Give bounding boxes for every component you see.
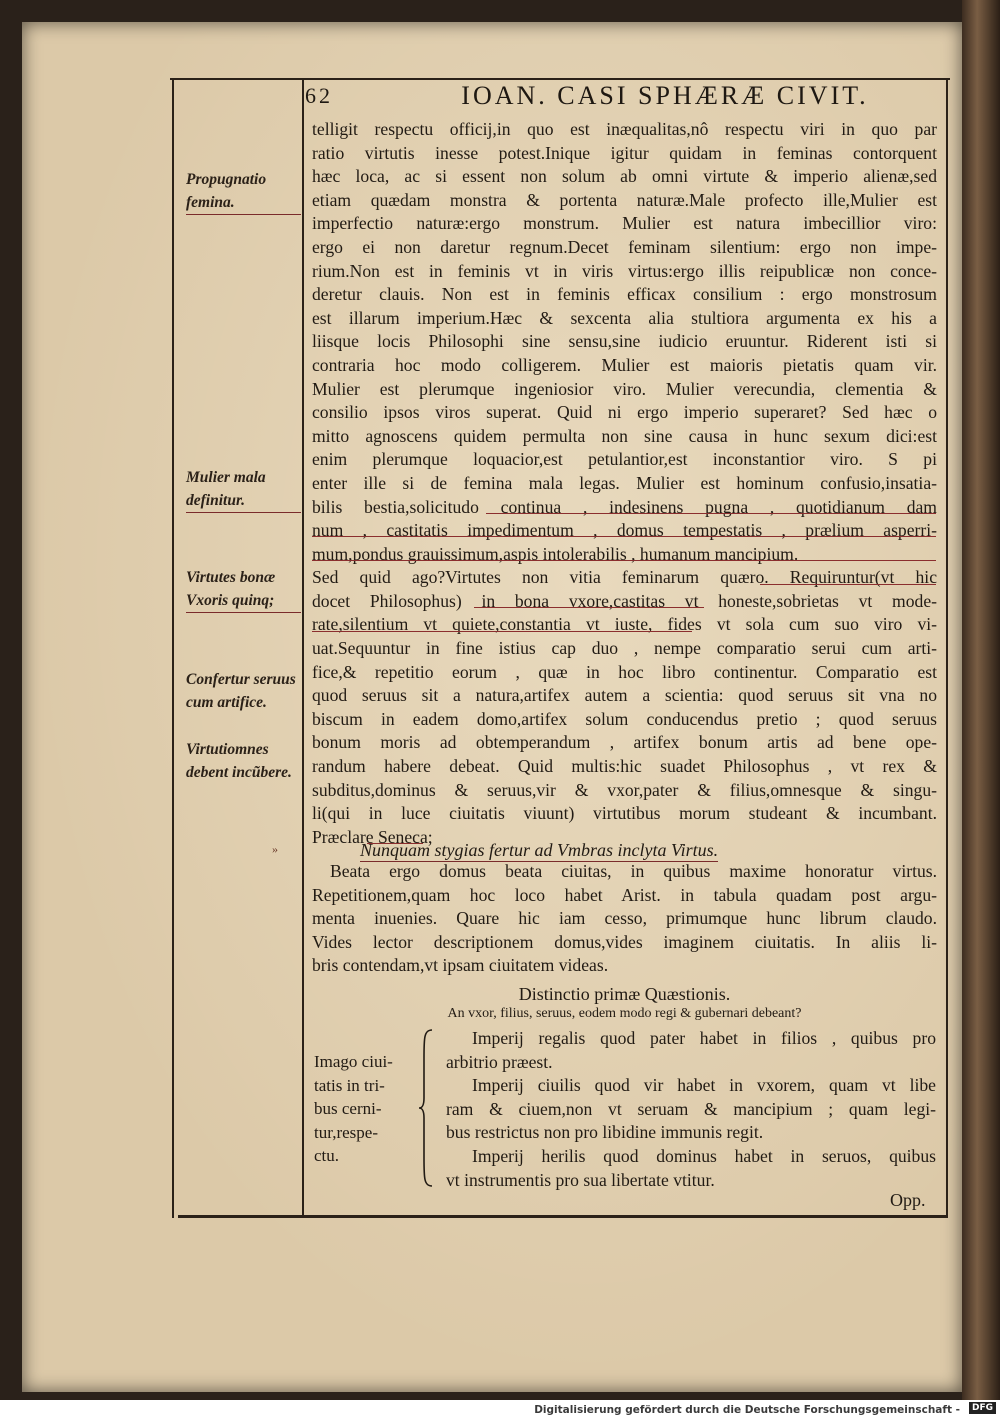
verse-quotation: Nunquam stygias fertur ad Vmbras inclyta Virtus. xyxy=(360,840,719,860)
text-line: Imperij herilis quod dominus habet in seruos, quibus xyxy=(472,1145,936,1166)
text-line: Præclare Seneca; xyxy=(312,826,433,847)
text-line: etiam quædam monstra & portenta naturæ.Male profecto ille,Mulier est xyxy=(312,189,937,210)
catchword: Opp. xyxy=(890,1190,926,1210)
text-line: Vides lector descriptionem domus,vides imaginem ciuitatis. In aliis li- xyxy=(312,931,937,952)
text-line: quod seruus sit a natura,artifex autem a scientia: quod seruus sit vna no xyxy=(312,685,937,706)
margin-note xyxy=(186,738,301,784)
text-line: fice,& repetitio eorum , quæ in hoc libro continentur. Comparatio est xyxy=(312,661,937,682)
text-line: mitto agnoscens quidem permulta non sine causa in hunc sexum dici:est xyxy=(312,425,937,446)
text-line: bilis bestia,solicitudo continua , indesinens pugna , quotidianum dam xyxy=(312,496,937,517)
body-text xyxy=(312,118,937,849)
margin-rule-left xyxy=(172,78,174,1218)
division-branches xyxy=(446,1027,936,1192)
margin-note-text: Virtutes bonæ Vxoris quinq; xyxy=(186,566,301,613)
text-line: Imperij ciuilis quod vir habet in vxorem, quam vt libe xyxy=(472,1075,936,1096)
text-line: enter ille si de femina mala legas. Mulier est hominum confusio,insatia- xyxy=(312,472,937,493)
dfg-logo: DFG xyxy=(969,1402,996,1414)
digitization-footer xyxy=(0,1400,1000,1419)
text-line: docet Philosophus) in bona vxore,castitas vt honeste,sobrietas vt mode- xyxy=(312,590,937,611)
margin-note xyxy=(186,466,301,513)
text-line: Mulier est plerumque ingeniosior viro. Mulier verecundia, clementia & xyxy=(312,378,937,399)
text-line: telligit respectu officij,in quo est inæqualitas,nô respectu viri in quo par xyxy=(312,119,937,139)
imago-line: tatis in tri- xyxy=(314,1075,385,1095)
text-line: bus restrictus non pro libidine immunis regit. xyxy=(446,1122,764,1143)
underline xyxy=(486,513,936,514)
distinctio-question: An vxor, filius, seruus, eodem modo regi & gubernari debeant? xyxy=(447,1006,802,1021)
text-line: vt instrumentis pro sua libertate vtitur. xyxy=(446,1169,715,1190)
body-text-continued xyxy=(312,860,937,978)
imago-line: bus cerni- xyxy=(314,1099,382,1118)
text-line: imperfectio naturæ:ergo monstrum. Mulier est natura imbecillior viro: xyxy=(312,213,937,234)
text-line: li(qui in luce ciuitatis viuunt) virtutibus morum studeant & incumbant. xyxy=(312,803,937,824)
page-number: 62 xyxy=(305,83,333,108)
margin-note xyxy=(186,668,301,714)
text-line: ergo ei non daretur regnum.Decet feminam silentium: ergo non impe- xyxy=(312,236,937,257)
text-line: liisque locis Philosophi sine sensu,sine iudicio eruuntur. Riderent isti si xyxy=(312,331,937,352)
margin-note-text: Propugnatio femina. xyxy=(186,168,301,215)
text-rule-right xyxy=(946,78,948,1218)
text-line: enim plerumque loquacior,est petulantior,est inconstantior viro. S pi xyxy=(312,449,937,470)
imago-line: ctu. xyxy=(314,1146,340,1165)
imago-line: Imago ciui- xyxy=(314,1052,393,1071)
underline xyxy=(760,584,936,585)
text-line: Repetitionem,quam hoc loco habet Arist. in tabula quadam post argu- xyxy=(312,884,937,905)
margin-note xyxy=(186,566,301,613)
margin-note-text: Confertur seruus cum artifice. xyxy=(186,671,296,711)
text-line: arbitrio præest. xyxy=(446,1051,553,1072)
margin-rule-right xyxy=(302,78,304,1218)
imago-label xyxy=(314,1050,414,1168)
margin-mark: » xyxy=(272,842,278,856)
text-line: num , castitatis impedimentum , domus tempestatis , prælium asperri- xyxy=(312,520,937,541)
text-line: bonum moris ad obtemperandum , artifex bonum artis ad bene ope- xyxy=(312,732,937,753)
book-gutter xyxy=(962,0,1000,1400)
text-line: ratio virtutis inesse potest.Inique igitur quidam in feminas contorquent xyxy=(312,142,937,163)
text-line: bris contendam,vt ipsam ciuitatem videas. xyxy=(312,955,609,976)
running-title: IOAN. CASI SPHÆRÆ CIVIT. xyxy=(461,81,869,110)
text-line: rium.Non est in feminis vt in viris virtus:ergo illis reipublicæ non conce- xyxy=(312,260,937,281)
underline xyxy=(312,631,692,632)
underline xyxy=(312,560,936,561)
footer-text: Digitalisierung gefördert durch die Deutsche Forschungsgemeinschaft - xyxy=(534,1403,960,1416)
text-line: rate,silentium vt quiete,constantia vt iuste, fides vt sola cum suo viro vi- xyxy=(312,614,937,635)
text-line: Beata ergo domus beata ciuitas, in quibus maxime honoratur virtus. xyxy=(330,861,937,881)
margin-note-text: Virtutiomnes debent incũbere. xyxy=(186,741,292,781)
text-line: uat.Sequuntur in fine istius cap duo , nempe comparatio serui cum arti- xyxy=(312,638,937,659)
text-line: Imperij regalis quod pater habet in filios , quibus pro xyxy=(472,1028,936,1048)
text-line: hæc loca, ac si essent non solum ab omni virtute & imperio alienæ,sed xyxy=(312,166,937,187)
curly-brace xyxy=(418,1028,434,1188)
text-line: subditus,dominus & seruus,vir & vxor,pater & filius,omnesque & singu- xyxy=(312,779,937,800)
text-line: Sed quid ago?Virtutes non vitia feminarum quæro. Requiruntur(vt hic xyxy=(312,567,937,588)
text-line: est illarum imperium.Hæc & sexcenta alia stultiora argumenta ex his a xyxy=(312,307,937,328)
text-line: contraria hoc modo colligerem. Mulier est maioris pietatis quam vir. xyxy=(312,354,937,375)
text-line: consilio ipsos viros superat. Quid ni ergo imperio superaret? Sed hæc o xyxy=(312,402,937,423)
running-head xyxy=(305,80,945,112)
margin-note xyxy=(186,168,301,215)
bottom-rule xyxy=(178,1215,948,1218)
underline xyxy=(474,607,704,608)
text-line: menta inuenies. Quare hic iam cesso, primumque hunc librum claudo. xyxy=(312,908,937,929)
imago-line: tur,respe- xyxy=(314,1122,378,1142)
margin-note-text: Mulier mala definitur. xyxy=(186,466,301,513)
underline xyxy=(312,536,936,537)
text-line: ram & ciuem,non vt seruam & mancipium ; quam legi- xyxy=(446,1098,936,1119)
text-line: biscum in eadem domo,artifex solum conducendus pretio ; quod seruus xyxy=(312,708,937,729)
text-line: deretur clauis. Non est in feminis efficax consilium : ergo monstrosum xyxy=(312,284,937,305)
text-line: mum,pondus grauissimum,aspis intolerabilis , humanum mancipium. xyxy=(312,543,799,564)
distinctio-title: Distinctio primæ Quæstionis. xyxy=(518,984,731,1004)
text-line: randum habere debeat. Quid multis:hic suadet Philosophus , vt rex & xyxy=(312,756,937,777)
